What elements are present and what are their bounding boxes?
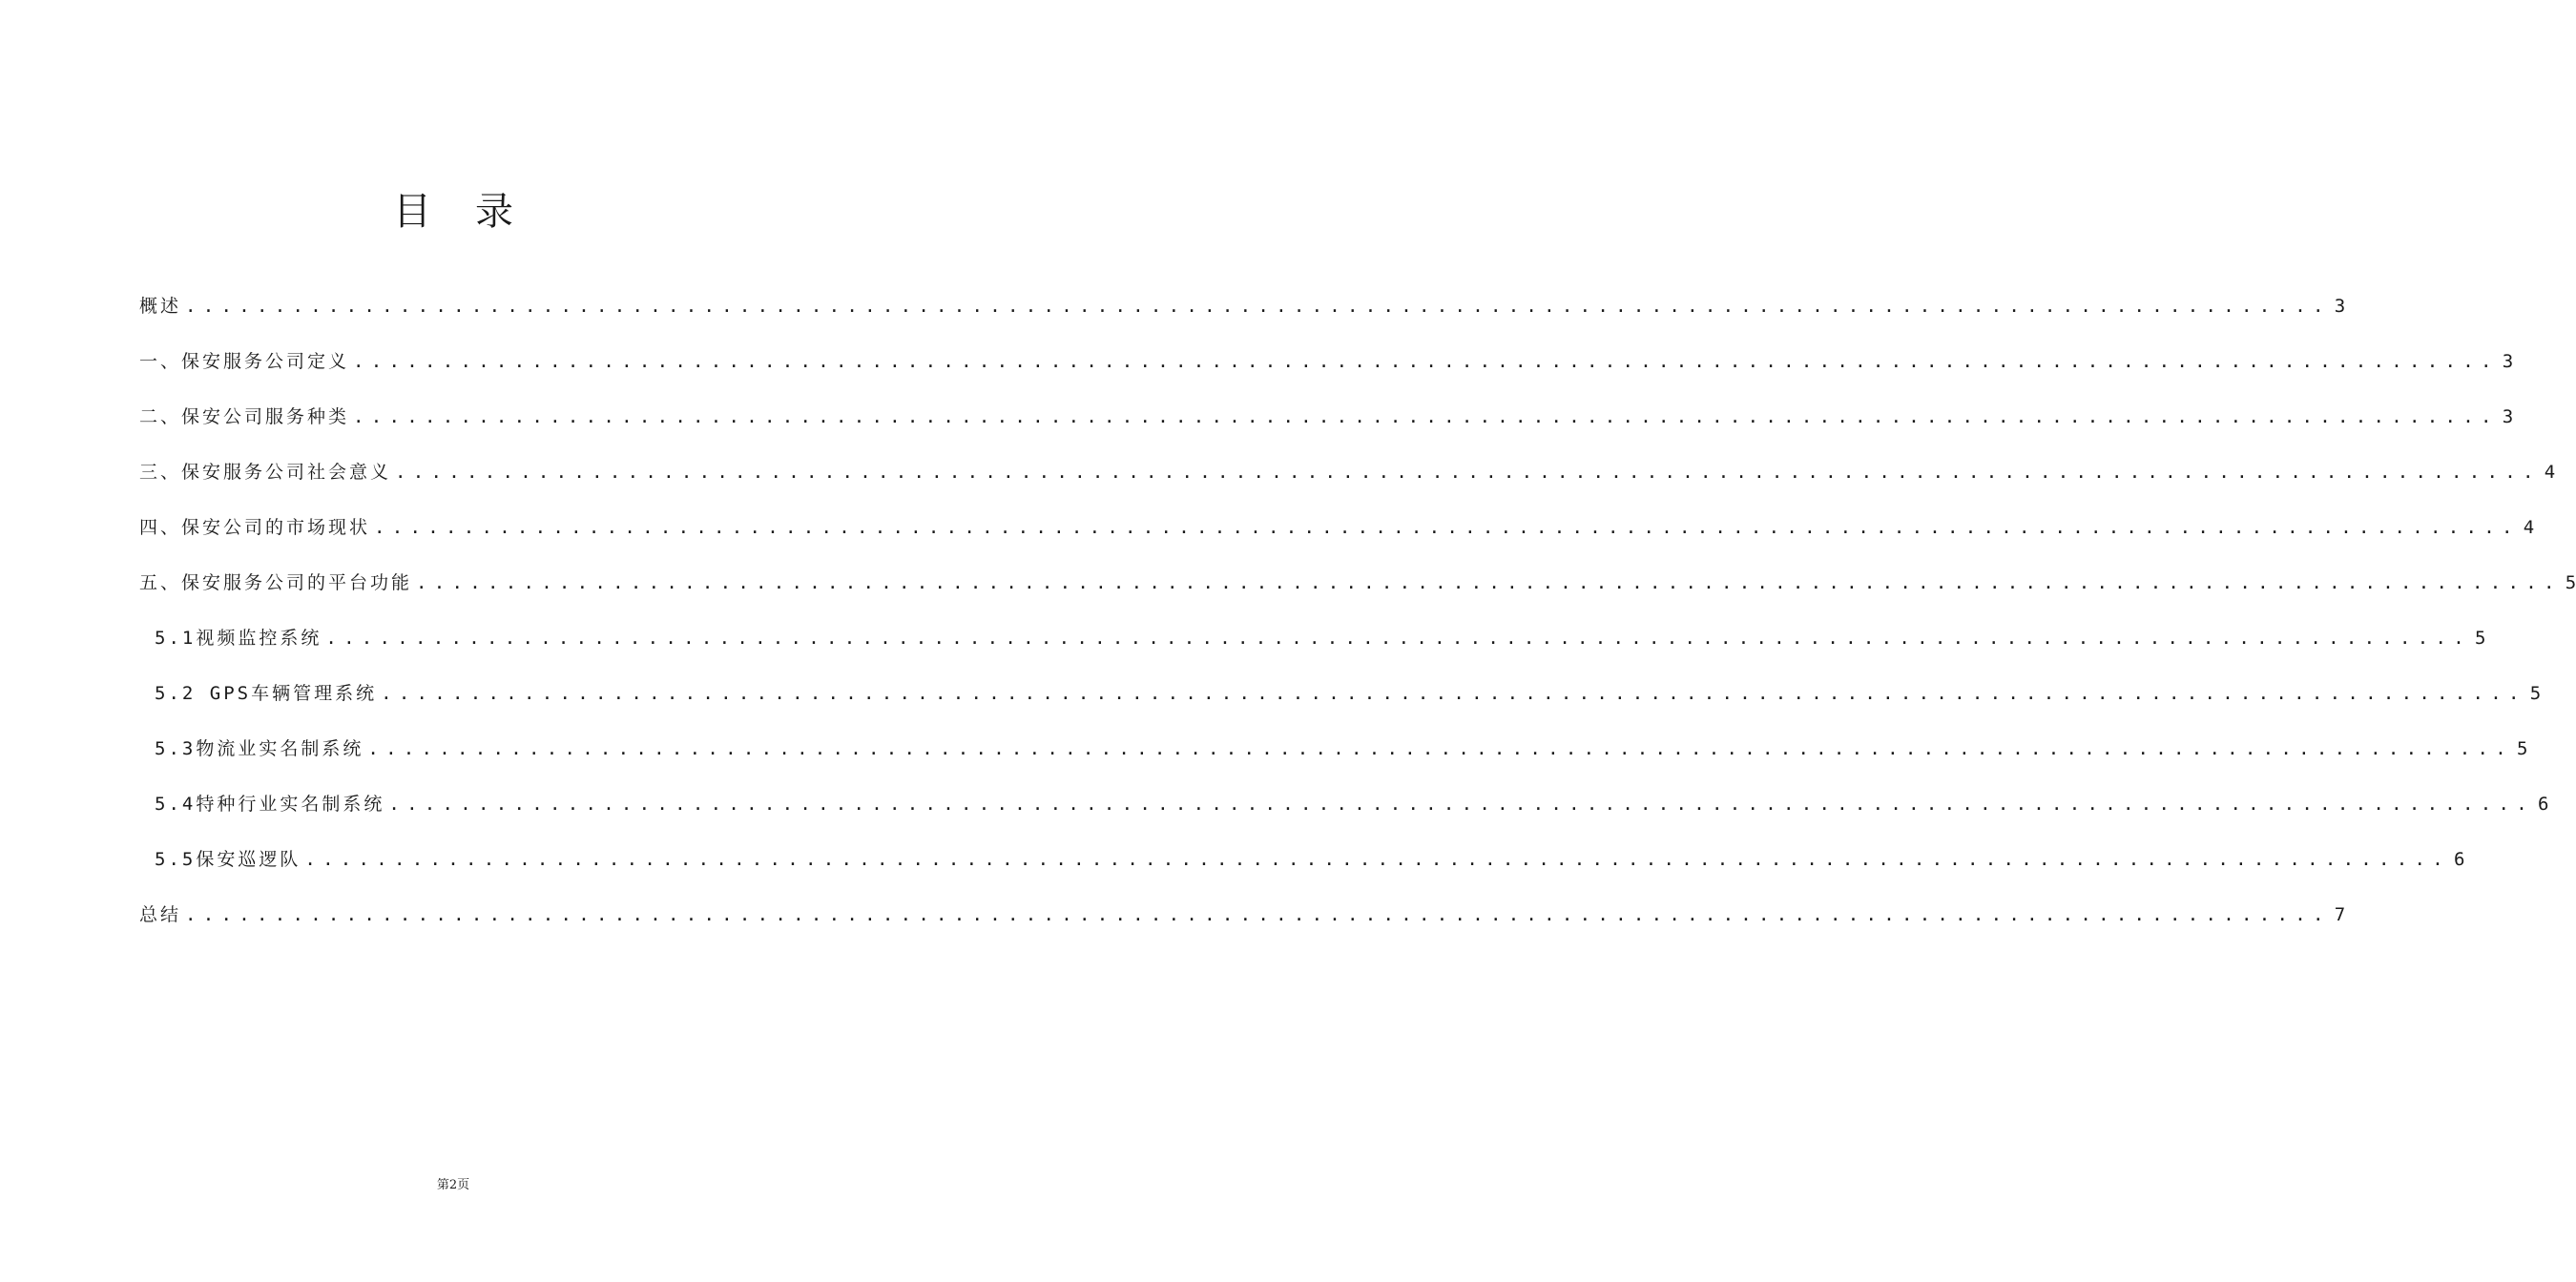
title-char-2: 录 (475, 190, 513, 234)
toc-entry-page: 6 (2454, 849, 2465, 870)
toc-leader-dots: ........................................................................................................................ (381, 683, 2526, 704)
toc-entry[interactable] (139, 403, 2514, 458)
toc-entry[interactable] (139, 569, 2576, 624)
toc-leader-dots: ........................................................................................................................ (185, 904, 2331, 925)
toc-entry-page: 4 (2544, 462, 2556, 483)
toc-leader-dots: ........................................................................................................................ (353, 406, 2499, 427)
toc-subentry[interactable] (139, 790, 2549, 845)
toc-entry-page: 3 (2334, 296, 2346, 317)
title-char-1: 目 (393, 190, 431, 234)
toc-entry[interactable] (139, 458, 2556, 513)
toc-leader-dots: ........................................................................................................................ (388, 794, 2535, 815)
toc-subentry[interactable] (139, 734, 2528, 790)
toc-entry-title: 二、保安公司服务种类 (139, 406, 350, 427)
toc-leader-dots: ........................................................................................................................ (395, 462, 2541, 483)
toc-entry[interactable] (139, 513, 2535, 569)
toc-entry-title: 三、保安服务公司社会意义 (139, 462, 392, 483)
toc-entry[interactable] (139, 900, 2346, 956)
toc-entry-title: 概述 (139, 296, 182, 317)
toc-leader-dots: ........................................................................................................................ (367, 738, 2514, 759)
toc-entry-title: 四、保安公司的市场现状 (139, 517, 371, 538)
toc-entry-title: 5.1视频监控系统 (155, 628, 322, 649)
toc-leader-dots: ........................................................................................................................ (304, 849, 2451, 870)
page-title (0, 181, 906, 236)
table-of-contents (139, 292, 2576, 956)
page-number-footer: 第2页 (436, 1178, 470, 1192)
toc-entry-page: 5 (2529, 683, 2542, 704)
toc-entry-title: 一、保安服务公司定义 (139, 351, 350, 372)
toc-entry-page: 4 (2523, 517, 2535, 538)
toc-entry-title: 5.4特种行业实名制系统 (155, 794, 385, 815)
toc-entry-page: 6 (2538, 794, 2549, 815)
toc-entry-title: 5.5保安巡逻队 (155, 849, 301, 870)
toc-leader-dots: ........................................................................................................................ (353, 351, 2499, 372)
toc-subentry[interactable] (139, 845, 2465, 900)
toc-subentry[interactable] (139, 624, 2486, 679)
toc-leader-dots: ........................................................................................................................ (374, 517, 2520, 538)
toc-entry[interactable] (139, 347, 2514, 403)
toc-entry-page: 7 (2334, 904, 2346, 925)
toc-entry-title: 5.3物流业实名制系统 (155, 738, 364, 759)
toc-entry-page: 5 (2475, 628, 2486, 649)
toc-entry-page: 3 (2502, 406, 2514, 427)
toc-entry-page: 5 (2565, 572, 2576, 593)
toc-subentry[interactable] (139, 679, 2542, 734)
toc-leader-dots: ........................................................................................................................ (416, 572, 2562, 593)
toc-leader-dots: ........................................................................................................................ (325, 628, 2472, 649)
toc-entry[interactable] (139, 292, 2346, 347)
toc-leader-dots: ........................................................................................................................ (185, 296, 2331, 317)
toc-entry-page: 5 (2517, 738, 2528, 759)
toc-entry-title: 5.2 GPS车辆管理系统 (155, 683, 378, 704)
toc-entry-title: 总结 (139, 904, 182, 925)
toc-entry-title: 五、保安服务公司的平台功能 (139, 572, 413, 593)
toc-entry-page: 3 (2502, 351, 2514, 372)
